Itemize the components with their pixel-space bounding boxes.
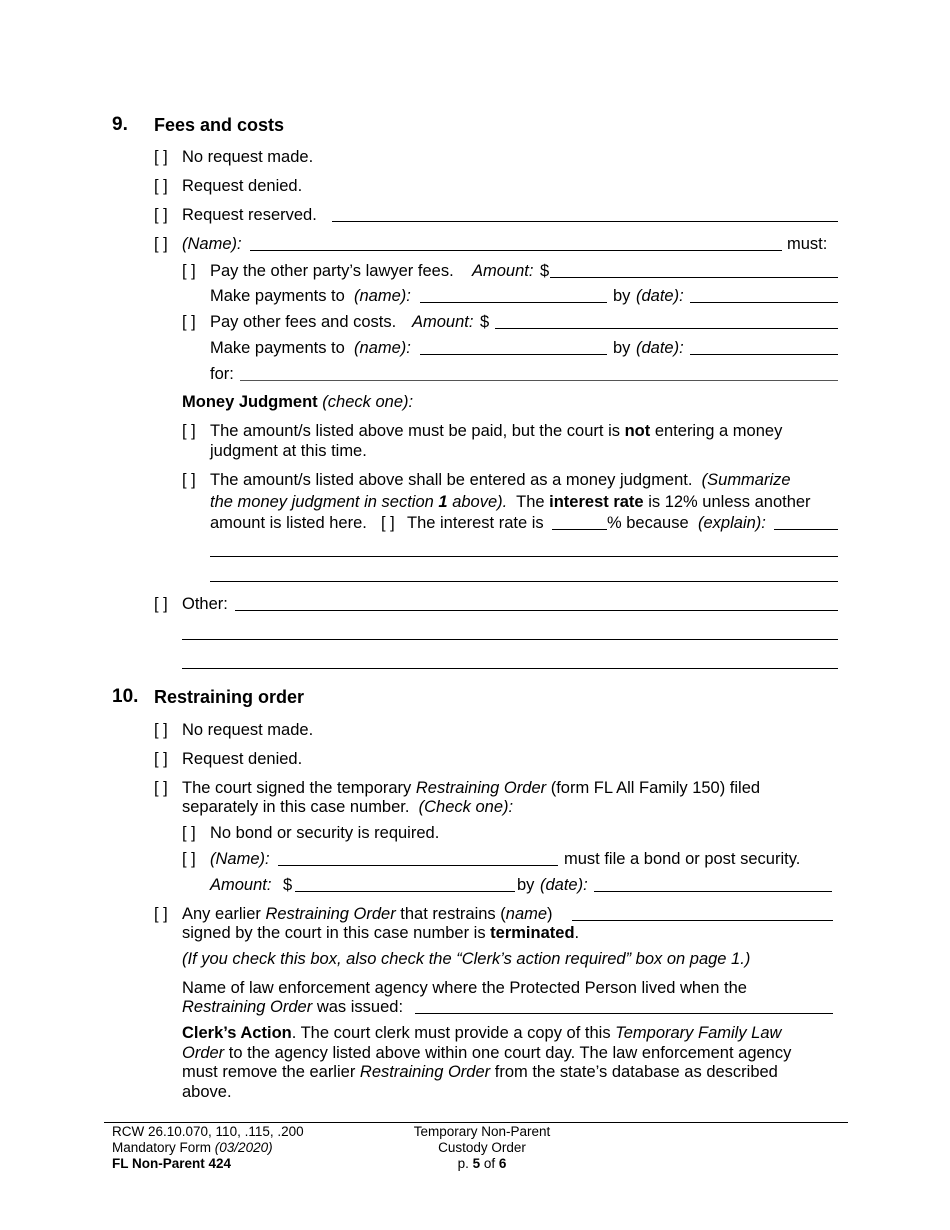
- must-label: must:: [787, 235, 828, 253]
- section-9-title: Fees and costs: [154, 115, 285, 135]
- payee-name-field[interactable]: [420, 354, 607, 355]
- checkbox-interest-rate[interactable]: [ ]: [381, 514, 395, 532]
- bond-date-field[interactable]: [594, 891, 832, 892]
- section-10-number: 10.: [112, 686, 139, 707]
- restrained-name-field[interactable]: [572, 920, 833, 921]
- payee-name-field[interactable]: [420, 302, 607, 303]
- footer-page-number: p. 5 of 6: [457, 1156, 507, 1171]
- amount-label: Amount:: [472, 262, 534, 280]
- other-fees-amount-field[interactable]: [495, 328, 838, 329]
- checkbox-ro-no-request[interactable]: [ ]: [154, 721, 168, 739]
- by-label: by: [613, 287, 631, 305]
- mj-amount-listed-text: amount is listed here.: [210, 514, 367, 532]
- money-judgment-heading: Money Judgment (check one):: [182, 393, 414, 411]
- name-field[interactable]: [250, 250, 782, 251]
- clerk-action-text-4: above.: [182, 1083, 232, 1101]
- ro-no-request-label: No request made.: [182, 721, 314, 739]
- footer-form-id: FL Non-Parent 424: [112, 1156, 232, 1171]
- interest-rate-field[interactable]: [552, 529, 607, 530]
- date-label: (date):: [636, 339, 684, 357]
- reserved-label: Request reserved.: [182, 206, 317, 224]
- make-payments-label: Make payments to: [210, 339, 345, 357]
- footer-title-1: Temporary Non-Parent: [413, 1124, 551, 1139]
- denied-label: Request denied.: [182, 177, 303, 195]
- terminated-text: signed by the court in this case number is terminated.: [182, 924, 580, 942]
- checkbox-mj-not-entered[interactable]: [ ]: [182, 422, 196, 440]
- ro-signed-text-2: separately in this case number. (Check one):: [182, 798, 514, 816]
- other-field[interactable]: [235, 610, 838, 611]
- no-request-label: No request made.: [182, 148, 314, 166]
- must-file-bond-label: must file a bond or post security.: [564, 850, 801, 868]
- agency-text: Name of law enforcement agency where the Protected Person lived when the: [182, 979, 747, 997]
- checkbox-denied[interactable]: [ ]: [154, 177, 168, 195]
- earlier-ro-text: Any earlier Restraining Order that restrains (name): [182, 905, 553, 923]
- dollar-sign: $: [480, 313, 490, 331]
- dollar-sign: $: [540, 262, 550, 280]
- make-payments-label: Make payments to: [210, 287, 345, 305]
- footer-mandatory-form: Mandatory Form (03/2020): [112, 1140, 273, 1155]
- clerk-action-text-3: must remove the earlier Restraining Order from the state’s database as described: [182, 1063, 778, 1081]
- payment-date-field[interactable]: [690, 354, 838, 355]
- other-fees-label: Pay other fees and costs.: [210, 313, 397, 331]
- name-label: (Name):: [182, 235, 242, 253]
- payment-date-field[interactable]: [690, 302, 838, 303]
- ro-signed-text: The court signed the temporary Restraining Order (form FL All Family 150) filed: [182, 779, 761, 797]
- mj-not-entered-text: The amount/s listed above must be paid, but the court is not entering a money: [210, 422, 783, 440]
- name-paren-label: (name):: [354, 339, 411, 357]
- by-label: by: [517, 876, 535, 894]
- clerk-action-text: Clerk’s Action. The court clerk must provide a copy of this Temporary Family Law: [182, 1024, 782, 1042]
- agency-field[interactable]: [415, 1013, 833, 1014]
- footer-rcw: RCW 26.10.070, 110, .115, .200: [112, 1124, 304, 1139]
- no-bond-label: No bond or security is required.: [210, 824, 440, 842]
- checkbox-no-request[interactable]: [ ]: [154, 148, 168, 166]
- footer-divider: [104, 1122, 848, 1123]
- bond-amount-label: Amount:: [210, 876, 272, 894]
- checkbox-other-fees[interactable]: [ ]: [182, 313, 196, 331]
- footer-title-2: Custody Order: [438, 1140, 526, 1155]
- percent-because-text: % because: [607, 514, 689, 532]
- explain-label: (explain):: [698, 514, 766, 532]
- mj-entered-text-2: the money judgment in section 1 above). The interest rate is 12% unless another: [210, 493, 811, 511]
- other-label: Other:: [182, 595, 228, 613]
- for-field[interactable]: [240, 380, 838, 381]
- checkbox-mj-entered[interactable]: [ ]: [182, 471, 196, 489]
- name-paren-label: (name):: [354, 287, 411, 305]
- lawyer-fees-label: Pay the other party’s lawyer fees.: [210, 262, 454, 280]
- ro-denied-label: Request denied.: [182, 750, 303, 768]
- by-label: by: [613, 339, 631, 357]
- date-label: (date):: [540, 876, 588, 894]
- bond-amount-field[interactable]: [295, 891, 515, 892]
- date-label: (date):: [636, 287, 684, 305]
- clerk-note: (If you check this box, also check the “Clerk’s action required” box on page 1.): [182, 950, 751, 968]
- other-field-line-3[interactable]: [182, 668, 838, 669]
- section-10-title: Restraining order: [154, 687, 305, 707]
- interest-rate-text: The interest rate is: [407, 514, 544, 532]
- bond-name-label: (Name):: [210, 850, 270, 868]
- other-field-line-2[interactable]: [182, 639, 838, 640]
- checkbox-name-must[interactable]: [ ]: [154, 235, 168, 253]
- checkbox-bond-required[interactable]: [ ]: [182, 850, 196, 868]
- checkbox-ro-denied[interactable]: [ ]: [154, 750, 168, 768]
- explain-field-line-2[interactable]: [210, 556, 838, 557]
- amount-label: Amount:: [412, 313, 474, 331]
- checkbox-ro-signed[interactable]: [ ]: [154, 779, 168, 797]
- checkbox-ro-terminated[interactable]: [ ]: [154, 905, 168, 923]
- checkbox-other[interactable]: [ ]: [154, 595, 168, 613]
- mj-not-entered-text-2: judgment at this time.: [210, 442, 367, 460]
- clerk-action-text-2: Order to the agency listed above within one court day. The law enforcement agency: [182, 1044, 792, 1062]
- checkbox-reserved[interactable]: [ ]: [154, 206, 168, 224]
- agency-text-2: Restraining Order was issued:: [182, 998, 404, 1016]
- lawyer-fees-amount-field[interactable]: [550, 277, 838, 278]
- section-9-number: 9.: [112, 114, 128, 135]
- bond-name-field[interactable]: [278, 865, 558, 866]
- dollar-sign: $: [283, 876, 293, 894]
- explain-field[interactable]: [774, 529, 838, 530]
- for-label: for:: [210, 365, 234, 383]
- reserved-field[interactable]: [332, 221, 838, 222]
- mj-entered-text: The amount/s listed above shall be entered as a money judgment. (Summarize: [210, 471, 791, 489]
- checkbox-lawyer-fees[interactable]: [ ]: [182, 262, 196, 280]
- explain-field-line-3[interactable]: [210, 581, 838, 582]
- checkbox-no-bond[interactable]: [ ]: [182, 824, 196, 842]
